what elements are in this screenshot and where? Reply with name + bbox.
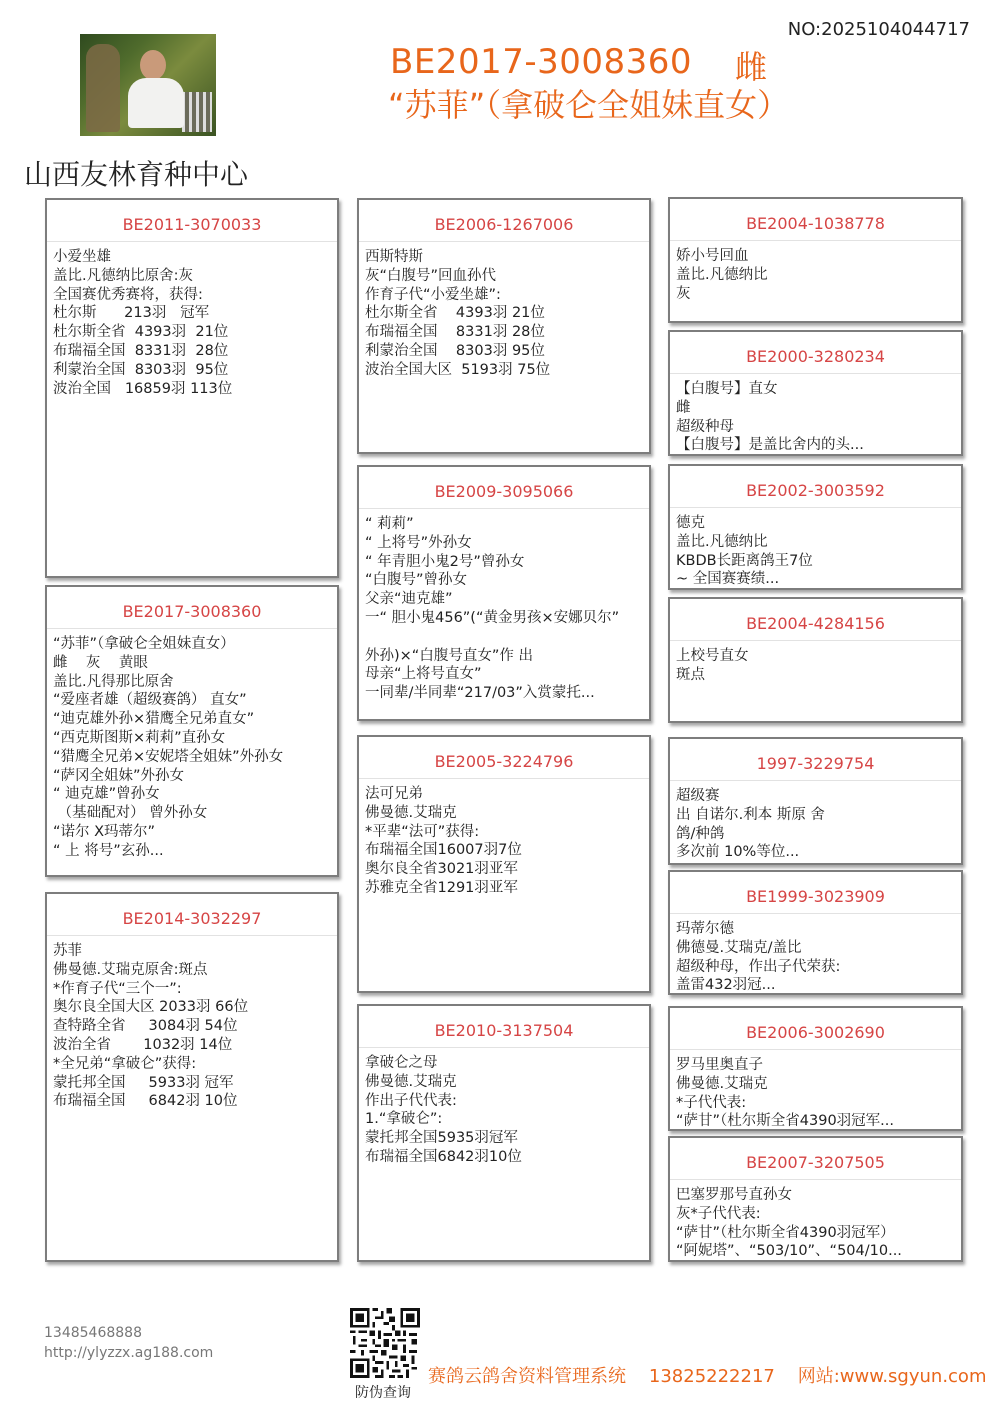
card-ring-number: BE2009-3095066 bbox=[359, 476, 649, 509]
pedigree-card-ggp-8 bbox=[668, 1136, 963, 1262]
card-description: 德克 盖比.凡德纳比 KBDB长距离鸽王7位 ~ 全国赛赛绩... bbox=[676, 515, 813, 588]
photo-person-body bbox=[128, 78, 184, 128]
pedigree-card-ggp-7 bbox=[668, 1006, 963, 1131]
card-description: 西斯特斯 灰“白腹号”回血孙代 作育子代“小爱坐雄”: 杜尔斯全省 4393羽 21位 布瑞福全国 8331羽 28位 利蒙治全国 8303羽 95位 波治全国大区 5193羽 75位 bbox=[365, 249, 551, 378]
card-description: 苏菲 佛曼德.艾瑞克原舍:斑点 *作育子代“三个一”: 奥尔良全国大区 2033羽 66位 查特路全省 3084羽 54位 波治全省 1032羽 14位 *全兄弟“拿破仑”获得: 蒙托邦全国 5933羽 冠军 布瑞福全国 6842羽 10位 bbox=[53, 943, 249, 1110]
pedigree-card-ggp-3 bbox=[668, 464, 963, 590]
document-number: NO:2025104044717 bbox=[787, 19, 970, 40]
card-description: 玛蒂尔德 佛德曼.艾瑞克/盖比 超级种母，作出子代荣获: 盖雷432羽冠... bbox=[676, 921, 841, 994]
card-ring-number: BE2004-4284156 bbox=[670, 608, 961, 641]
loft-name: 山西友林育种中心 bbox=[24, 158, 249, 191]
card-ring-number: BE2010-3137504 bbox=[359, 1015, 649, 1048]
card-description: 上校号直女 斑点 bbox=[676, 648, 749, 683]
pedigree-card-ggp-6 bbox=[668, 870, 963, 995]
pedigree-card-sire-dam bbox=[357, 465, 651, 721]
pigeon-name-title: “苏菲”（拿破仑全姐妹直女） bbox=[388, 86, 790, 124]
card-ring-number: BE2014-3032297 bbox=[47, 903, 337, 936]
pedigree-card-dam bbox=[45, 585, 339, 877]
footer-phone: 13485468888 bbox=[44, 1325, 142, 1341]
card-ring-number: BE2011-3070033 bbox=[47, 209, 337, 242]
card-description: 【白腹号】直女 雌 超级种母 【白腹号】是盖比舍内的头... bbox=[676, 381, 864, 454]
pedigree-card-ggp-4 bbox=[668, 597, 963, 723]
card-ring-number: BE2006-3002690 bbox=[670, 1017, 961, 1050]
card-description: 法可兄弟 佛曼德.艾瑞克 *平辈“法可”获得: 布瑞福全国16007羽7位 奥尔良全省3021羽亚军 苏雅克全省1291羽亚军 bbox=[365, 786, 522, 896]
pedigree-card-ggp-5 bbox=[668, 737, 963, 865]
pedigree-card-dam-sire bbox=[357, 735, 651, 993]
card-ring-number: BE2000-3280234 bbox=[670, 341, 961, 374]
loft-owner-photo bbox=[80, 34, 216, 136]
card-description: 罗马里奥直子 佛曼德.艾瑞克 *子代代表: “萨甘”（杜尔斯全省4390羽冠军... bbox=[676, 1057, 895, 1130]
pedigree-card-dam-2 bbox=[45, 892, 339, 1262]
card-description: 巴塞罗那号直孙女 灰*子代代表: “萨甘”（杜尔斯全省4390羽冠军） “阿妮塔”、“503/10”、“504/10... bbox=[676, 1187, 902, 1260]
card-ring-number: BE2006-1267006 bbox=[359, 209, 649, 242]
pedigree-card-ggp-2 bbox=[668, 330, 963, 456]
pedigree-card-sire-sire bbox=[357, 198, 651, 454]
pedigree-card-ggp-1 bbox=[668, 197, 963, 323]
card-ring-number: BE2005-3224796 bbox=[359, 746, 649, 779]
card-ring-number: BE2007-3207505 bbox=[670, 1147, 961, 1180]
card-description: “ 莉莉” “ 上将号”外孙女 “ 年青胆小鬼2号”曾孙女 “白腹号”曾孙女 父亲“迪克雄” 一“ 胆小鬼456”(“黄金男孩×安娜贝尔” 外孙)×“白腹号直女”作 出 母亲“上将号直女” 一同辈/半同辈“217/03”入赏蒙托... bbox=[365, 516, 620, 702]
pigeon-ring-number: BE2017-3008360 bbox=[390, 42, 693, 82]
card-ring-number: BE2002-3003592 bbox=[670, 475, 961, 508]
pedigree-card-sire bbox=[45, 198, 339, 578]
qr-caption: 防伪查询 bbox=[355, 1385, 411, 1401]
photo-statue bbox=[86, 44, 120, 132]
card-ring-number: 1997-3229754 bbox=[670, 748, 961, 781]
card-ring-number: BE2017-3008360 bbox=[47, 596, 337, 629]
footer-brand-contact: 赛鸽云鸽舍资料管理系统 13825222217 网站:www.sgyun.com bbox=[428, 1366, 987, 1387]
card-description: 超级赛 出 自诺尔.利本 斯原 舍 鸽/种鸽 多次前 10%等位... bbox=[676, 788, 825, 861]
pedigree-card-dam-dam bbox=[357, 1004, 651, 1262]
card-ring-number: BE1999-3023909 bbox=[670, 881, 961, 914]
card-description: 拿破仑之母 佛曼德.艾瑞克 作出子代代表: 1.“拿破仑”: 蒙托邦全国5935羽冠军 布瑞福全国6842羽10位 bbox=[365, 1055, 522, 1165]
photo-bench bbox=[182, 92, 212, 132]
card-description: 小爱坐雄 盖比.凡德纳比原舍:灰 全国赛优秀赛将，获得: 杜尔斯 213羽 冠军 杜尔斯全省 4393羽 21位 布瑞福全国 8331羽 28位 利蒙治全国 8303羽 95位 波治全国 16859羽 113位 bbox=[53, 249, 233, 397]
card-description: “苏菲”（拿破仑全姐妹直女） 雌 灰 黄眼 盖比.凡得那比原舍 “爱座者雄（超级赛鸽） 直女” “迪克雄外孙×猎鹰全兄弟直女” “西克斯图斯×莉莉”直孙女 “猎鹰全兄弟×安妮塔全姐妹”外孙女 “萨冈全姐妹”外孙女 “ 迪克雄”曾孙女 （基础配对） 曾外孙女 “诺尔 X玛蒂尔” “ 上 将号”玄孙... bbox=[53, 636, 284, 859]
pigeon-sex: 雌 bbox=[735, 48, 768, 86]
photo-person-head bbox=[140, 50, 166, 80]
card-ring-number: BE2004-1038778 bbox=[670, 208, 961, 241]
card-description: 娇小号回血 盖比.凡德纳比 灰 bbox=[676, 248, 768, 302]
footer-url[interactable]: http://ylyzzx.ag188.com bbox=[44, 1345, 214, 1361]
qr-code-icon[interactable] bbox=[350, 1308, 420, 1378]
